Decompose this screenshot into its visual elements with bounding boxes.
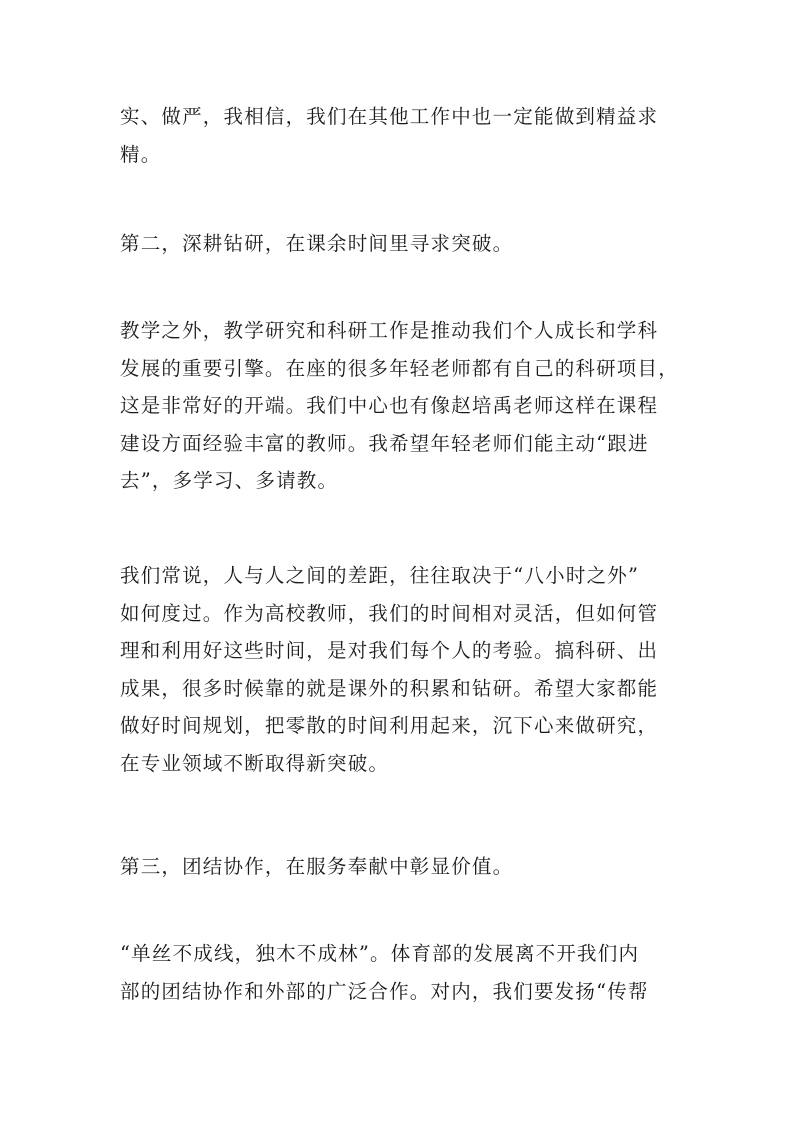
paragraph-line: 如何度过。作为高校教师，我们的时间相对灵活，但如何管 (120, 601, 659, 625)
section-heading-2 (120, 225, 680, 263)
paragraph-2 (120, 312, 680, 500)
paragraph-line: 这是非常好的开端。我们中心也有像赵培禹老师这样在课程 (120, 394, 659, 417)
paragraph-line: 精。 (120, 142, 162, 166)
paragraph-line: 建设方面经验丰富的教师。我希望年轻老师们能主动“跟进 (120, 431, 649, 455)
paragraph-4 (120, 935, 680, 1010)
paragraph-line: 教学之外，教学研究和科研工作是推动我们个人成长和学科 (120, 319, 659, 342)
paragraph-line: 去”，多学习、多请教。 (120, 469, 339, 492)
paragraph-line: 成果，很多时候靠的就是课外的积累和钻研。希望大家都能 (120, 676, 659, 700)
paragraph-line: 做好时间规划，把零散的时间利用起来，沉下心来做研究， (120, 714, 659, 737)
section-heading-3 (120, 848, 680, 886)
paragraph-line: “单丝不成线，独木不成林”。体育部的发展离不开我们内 (120, 942, 640, 965)
paragraph-line: 部的团结协作和外部的广泛合作。对内，我们要发扬“传帮 (120, 979, 649, 1003)
heading-line: 第三，团结协作，在服务奉献中彰显价值。 (120, 855, 514, 878)
paragraph-line: 实、做严，我相信，我们在其他工作中也一定能做到精益求 (120, 105, 659, 128)
heading-line: 第二，深耕钻研，在课余时间里寻求突破。 (120, 232, 514, 255)
paragraph-1 (120, 98, 680, 173)
paragraph-line: 在专业领域不断取得新突破。 (120, 751, 390, 775)
paragraph-line: 我们常说，人与人之间的差距，往往取决于“八小时之外” (120, 564, 640, 587)
paragraph-line: 理和利用好这些时间，是对我们每个人的考验。搞科研、出 (120, 639, 659, 662)
paragraph-line: 发展的重要引擎。在座的很多年轻老师都有自己的科研项目， (120, 356, 679, 380)
paragraph-3 (120, 557, 680, 782)
